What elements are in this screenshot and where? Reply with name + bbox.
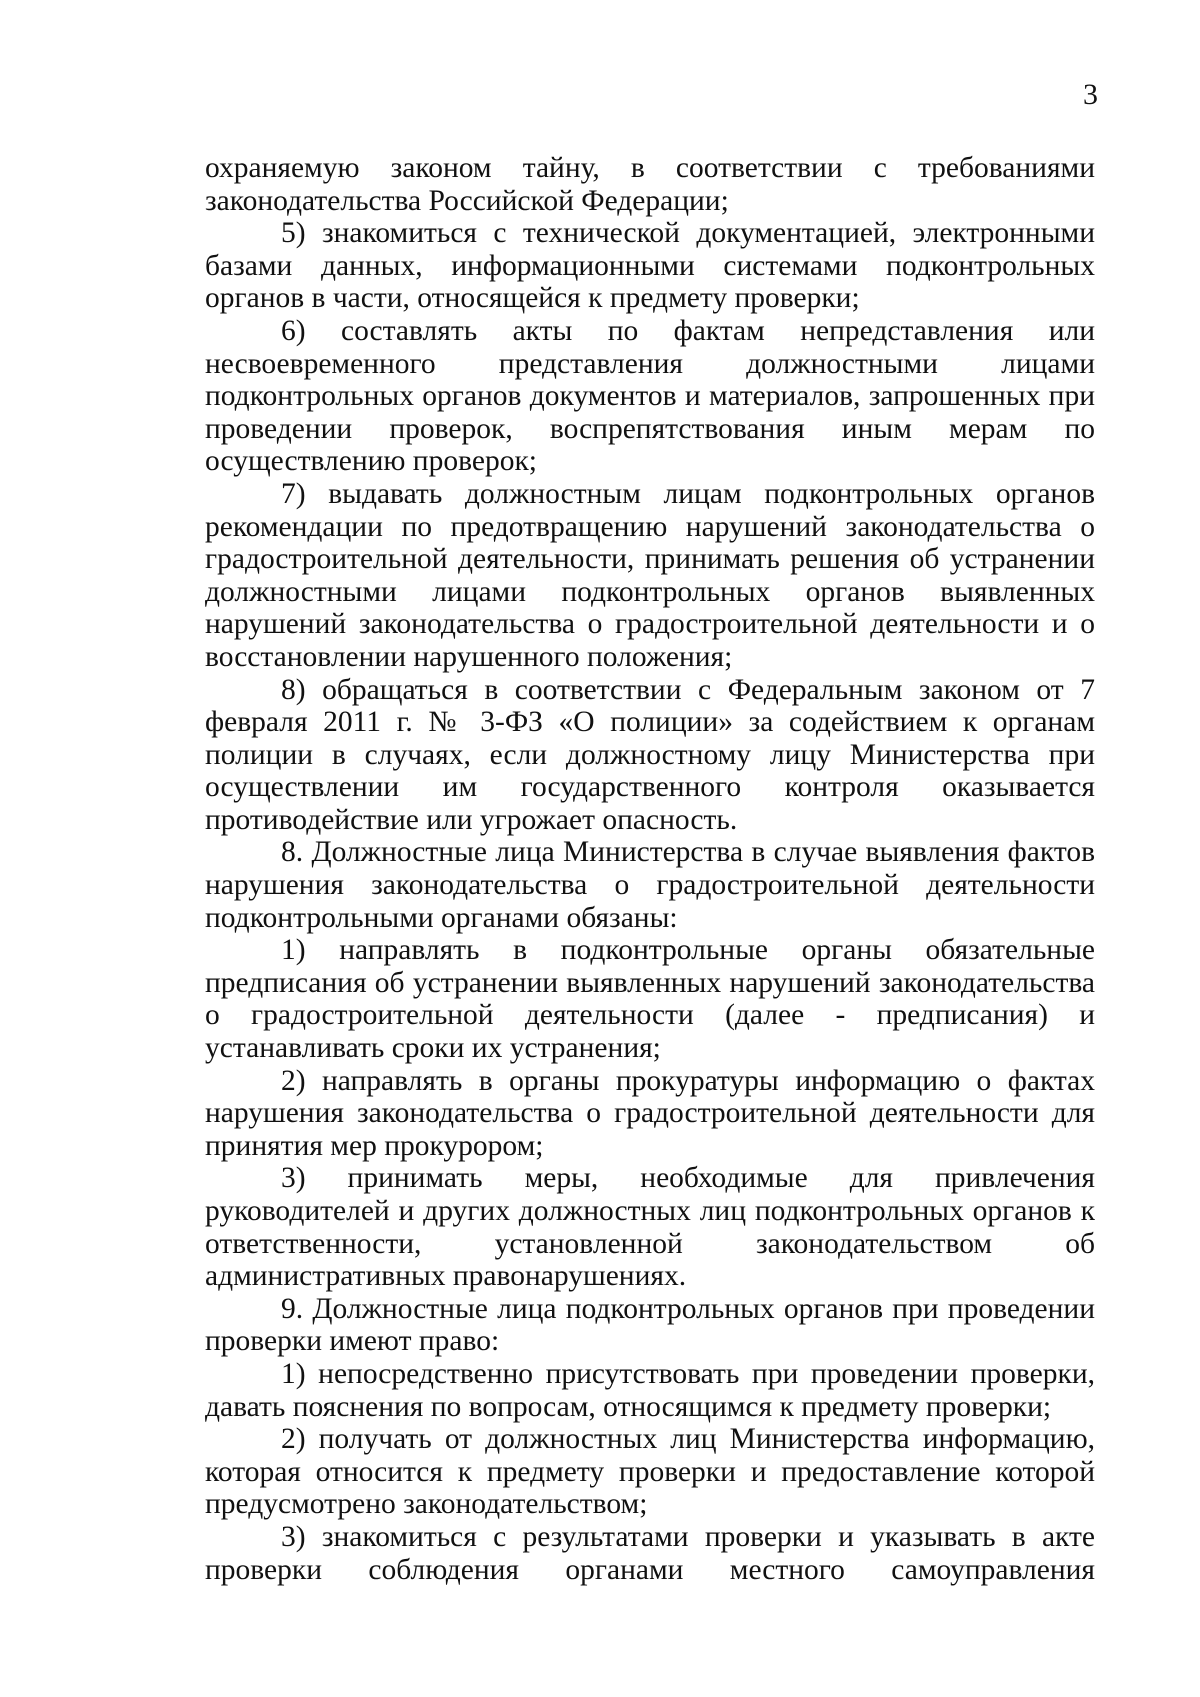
page-number: 3 <box>1083 78 1098 111</box>
paragraph-section-9-item-2: 2) получать от должностных лиц Министерства информацию, которая относится к предмету проверки и предоставление которой предусмотрено законодательством; <box>205 1423 1095 1521</box>
paragraph-section-8-item-1: 1) направлять в подконтрольные органы обязательные предписания об устранении выявленных нарушений законодательства о градостроительной деятельности (далее - предписания) и устанавливать сроки их устранения; <box>205 934 1095 1065</box>
paragraph-section-9: 9. Должностные лица подконтрольных органов при проведении проверки имеют право: <box>205 1292 1095 1358</box>
paragraph-item-5: 5) знакомиться с технической документацией, электронными базами данных, информационными системами подконтрольных органов в части, относящейся к предмету проверки; <box>205 217 1095 315</box>
paragraph-item-8: 8) обращаться в соответствии с Федеральным законом от 7 февраля 2011 г. № 3-ФЗ «О полиции» за содействием к органам полиции в случаях, если должностному лицу Министерства при осуществлении им государственного контроля оказывается противодействие или угрожает опасность. <box>205 673 1095 836</box>
paragraph-section-9-item-1: 1) непосредственно присутствовать при проведении проверки, давать пояснения по вопросам, относящимся к предмету проверки; <box>205 1357 1095 1423</box>
paragraph-item-6: 6) составлять акты по фактам непредставления или несвоевременного представления должностными лицами подконтрольных органов документов и материалов, запрошенных при проведении проверок, воспрепятствования иным мерам по осуществлению проверок; <box>205 314 1095 478</box>
paragraph-section-8-item-3: 3) принимать меры, необходимые для привлечения руководителей и других должностных лиц подконтрольных органов к ответственности, установленной законодательством об административных правонарушениях. <box>205 1162 1095 1293</box>
paragraph-section-8: 8. Должностные лица Министерства в случае выявления фактов нарушения законодательства о градостроительной деятельности подконтрольными органами обязаны: <box>205 836 1095 934</box>
paragraph-continuation: охраняемую законом тайну, в соответствии с требованиями законодательства Российской Федерации; <box>205 152 1095 217</box>
paragraph-section-9-item-3: 3) знакомиться с результатами проверки и указывать в акте проверки соблюдения органами местного самоуправления <box>205 1520 1095 1586</box>
paragraph-section-8-item-2: 2) направлять в органы прокуратуры информацию о фактах нарушения законодательства о градостроительной деятельности для принятия мер прокурором; <box>205 1064 1095 1162</box>
paragraph-item-7: 7) выдавать должностным лицам подконтрольных органов рекомендации по предотвращению нарушений законодательства о градостроительной деятельности, принимать решения об устранении должностными лицами подконтрольных органов выявленных нарушений законодательства о градостроительной деятельности и о восстановлении нарушенного положения; <box>205 477 1095 673</box>
document-body <box>205 152 1095 1586</box>
